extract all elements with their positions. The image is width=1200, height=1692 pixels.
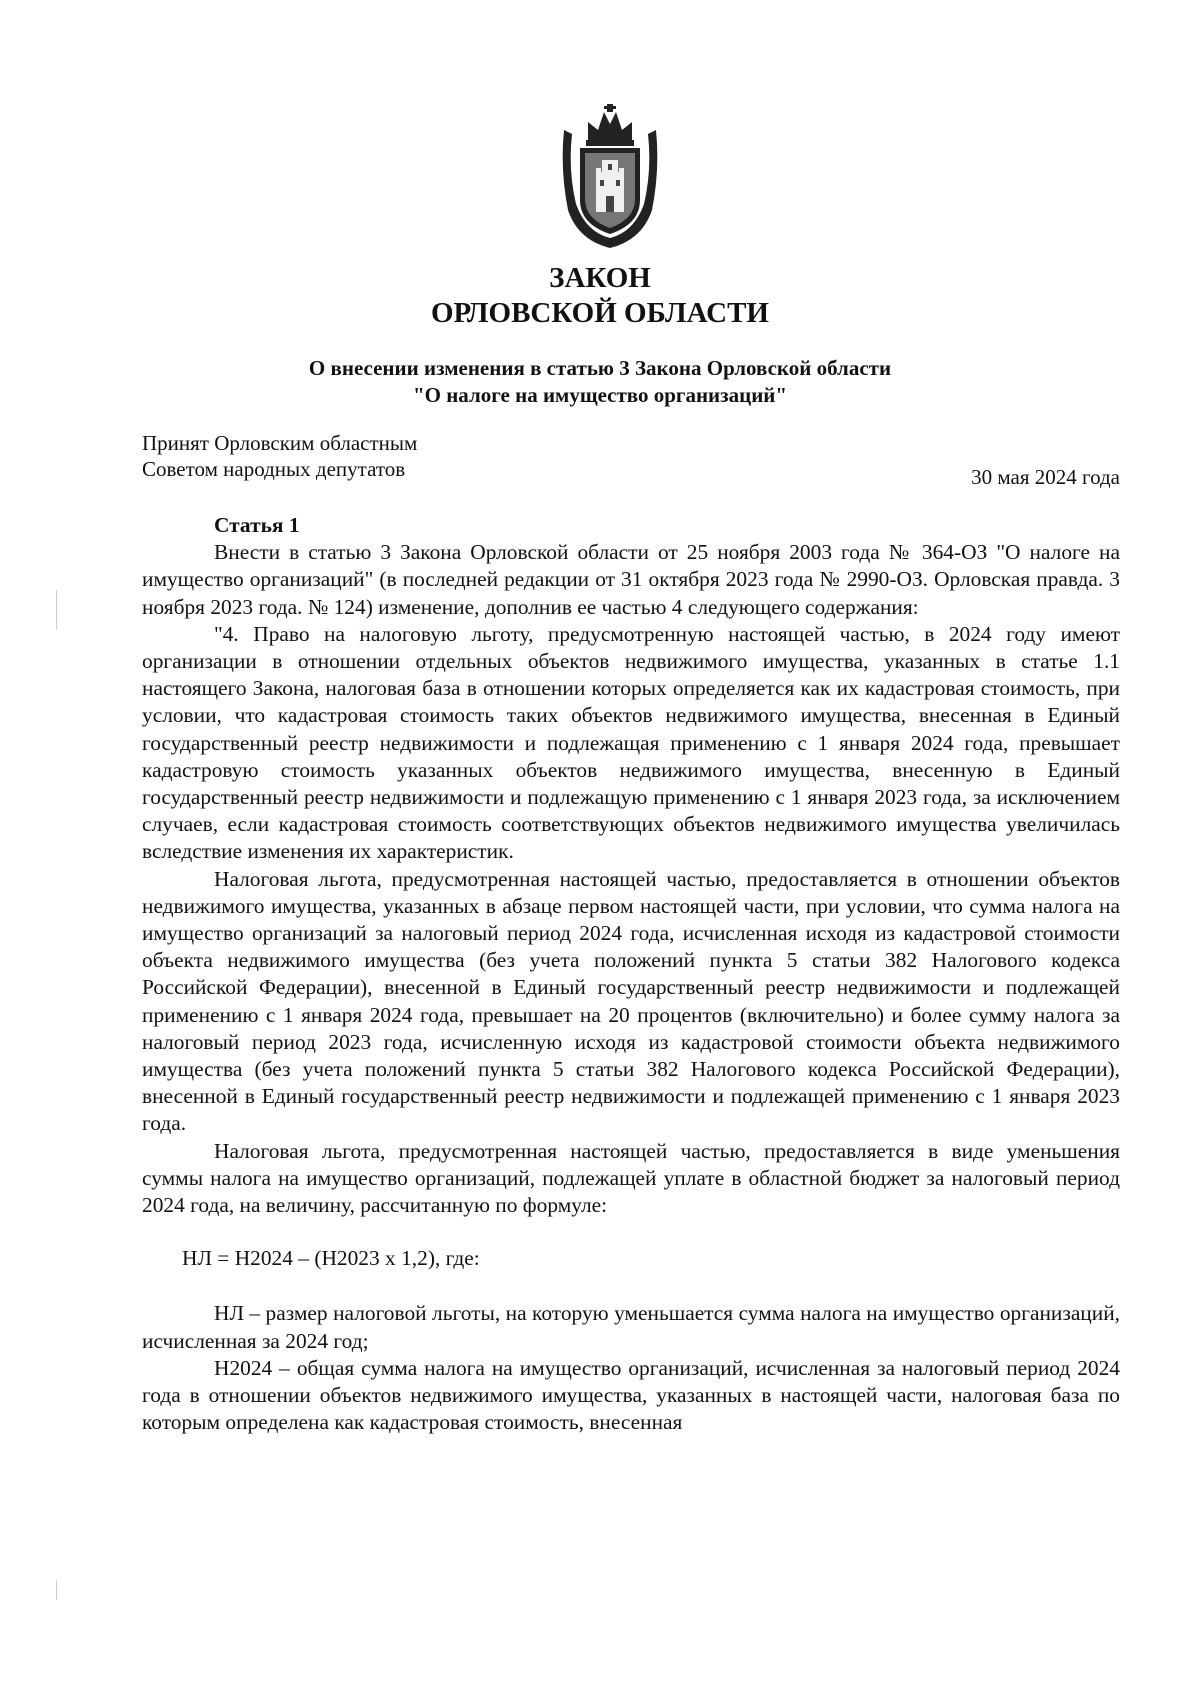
article-paragraph: Налоговая льгота, предусмотренная настоящей частью, предоставляется в виде уменьшения суммы налога на имущество организаций, подлежащей уплате в областной бюджет за налоговый период 2024 года, на величину, рассчитанную по формуле: xyxy=(142,1138,1120,1218)
adoption-block xyxy=(142,430,417,482)
article-body xyxy=(142,512,1120,1437)
definition-paragraph: НЛ – размер налоговой льготы, на которую уменьшается сумма налога на имущество организаций, исчисленная за 2024 год; xyxy=(142,1301,1120,1353)
article-paragraph: Внести в статью 3 Закона Орловской области от 25 ноября 2003 года № 364-ОЗ "О налоге на имущество организаций" (в последней редакции от 31 октября 2023 года № 2990-ОЗ. Орловская правда. 3 ноября 2023 года. № 124) изменение, дополнив ее частью 4 следующего содержания: xyxy=(142,540,1120,619)
document-subtitle xyxy=(0,355,1200,409)
scan-margin-mark xyxy=(56,1580,57,1600)
subtitle-line1: О внесении изменения в статью 3 Закона Орловской области xyxy=(308,356,892,380)
adoption-line2: Советом народных депутатов xyxy=(142,457,406,481)
adoption-line1: Принят Орловским областным xyxy=(142,431,418,455)
article-paragraph: Налоговая льгота, предусмотренная настоящей частью, предоставляется в отношении объектов недвижимого имущества, указанных в абзаце первом настоящей части, при условии, что сумма налога на имущество организаций за налоговый период 2024 года, исчисленная исходя из кадастровой стоимости объекта недвижимого имущества (без учета положений пункта 5 статьи 382 Налогового кодекса Российской Федерации), внесенной в Единый государственный реестр недвижимости и подлежащей применению с 1 января 2024 года, превышает на 20 процентов (включительно) и более сумму налога за налоговый период 2023 года, исчисленную исходя из кадастровой стоимости объекта недвижимого имущества (без учета положений пункта 5 статьи 382 Налогового кодекса Российской Федерации), внесенной в Единый государственный реестр недвижимости и подлежащей применению с 1 января 2023 года. xyxy=(142,866,1120,1136)
definition-paragraph: Н2024 – общая сумма налога на имущество организаций, исчисленная за налоговый период 2024 года в отношении объектов недвижимого имущества, указанных в настоящей части, налоговая база по которым определена как кадастровая стоимость, внесенная xyxy=(142,1355,1120,1435)
article-paragraph: "4. Право на налоговую льготу, предусмотренную настоящей частью, в 2024 году имеют организации в отношении отдельных объектов недвижимого имущества, указанных в статье 1.1 настоящего Закона, налоговая база в отношении которых определяется как их кадастровая стоимость, при условии, что кадастровая стоимость таких объектов недвижимого имущества, внесенная в Единый государственный реестр недвижимости и подлежащая применению с 1 января 2024 года, превышает кадастровую стоимость указанных объектов недвижимого имущества, внесенную в Единый государственный реестр недвижимости и подлежащую применению с 1 января 2023 года, за исключением случаев, если кадастровая стоимость соответствующих объектов недвижимого имущества увеличилась вследствие изменения их характеристик. xyxy=(142,621,1120,864)
adoption-date: 30 мая 2024 года xyxy=(971,465,1120,489)
document-title-line1: ЗАКОН xyxy=(549,262,651,294)
document-title-line2: ОРЛОВСКОЙ ОБЛАСТИ xyxy=(430,297,769,329)
subtitle-line2: "О налоге на имущество организаций" xyxy=(412,383,788,407)
article-heading: Статья 1 xyxy=(214,513,300,537)
oryol-oblast-coat-of-arms-icon xyxy=(558,100,662,250)
tax-formula: НЛ = Н2024 – (Н2023 х 1,2), где: xyxy=(182,1246,480,1271)
scan-margin-mark xyxy=(56,590,57,630)
